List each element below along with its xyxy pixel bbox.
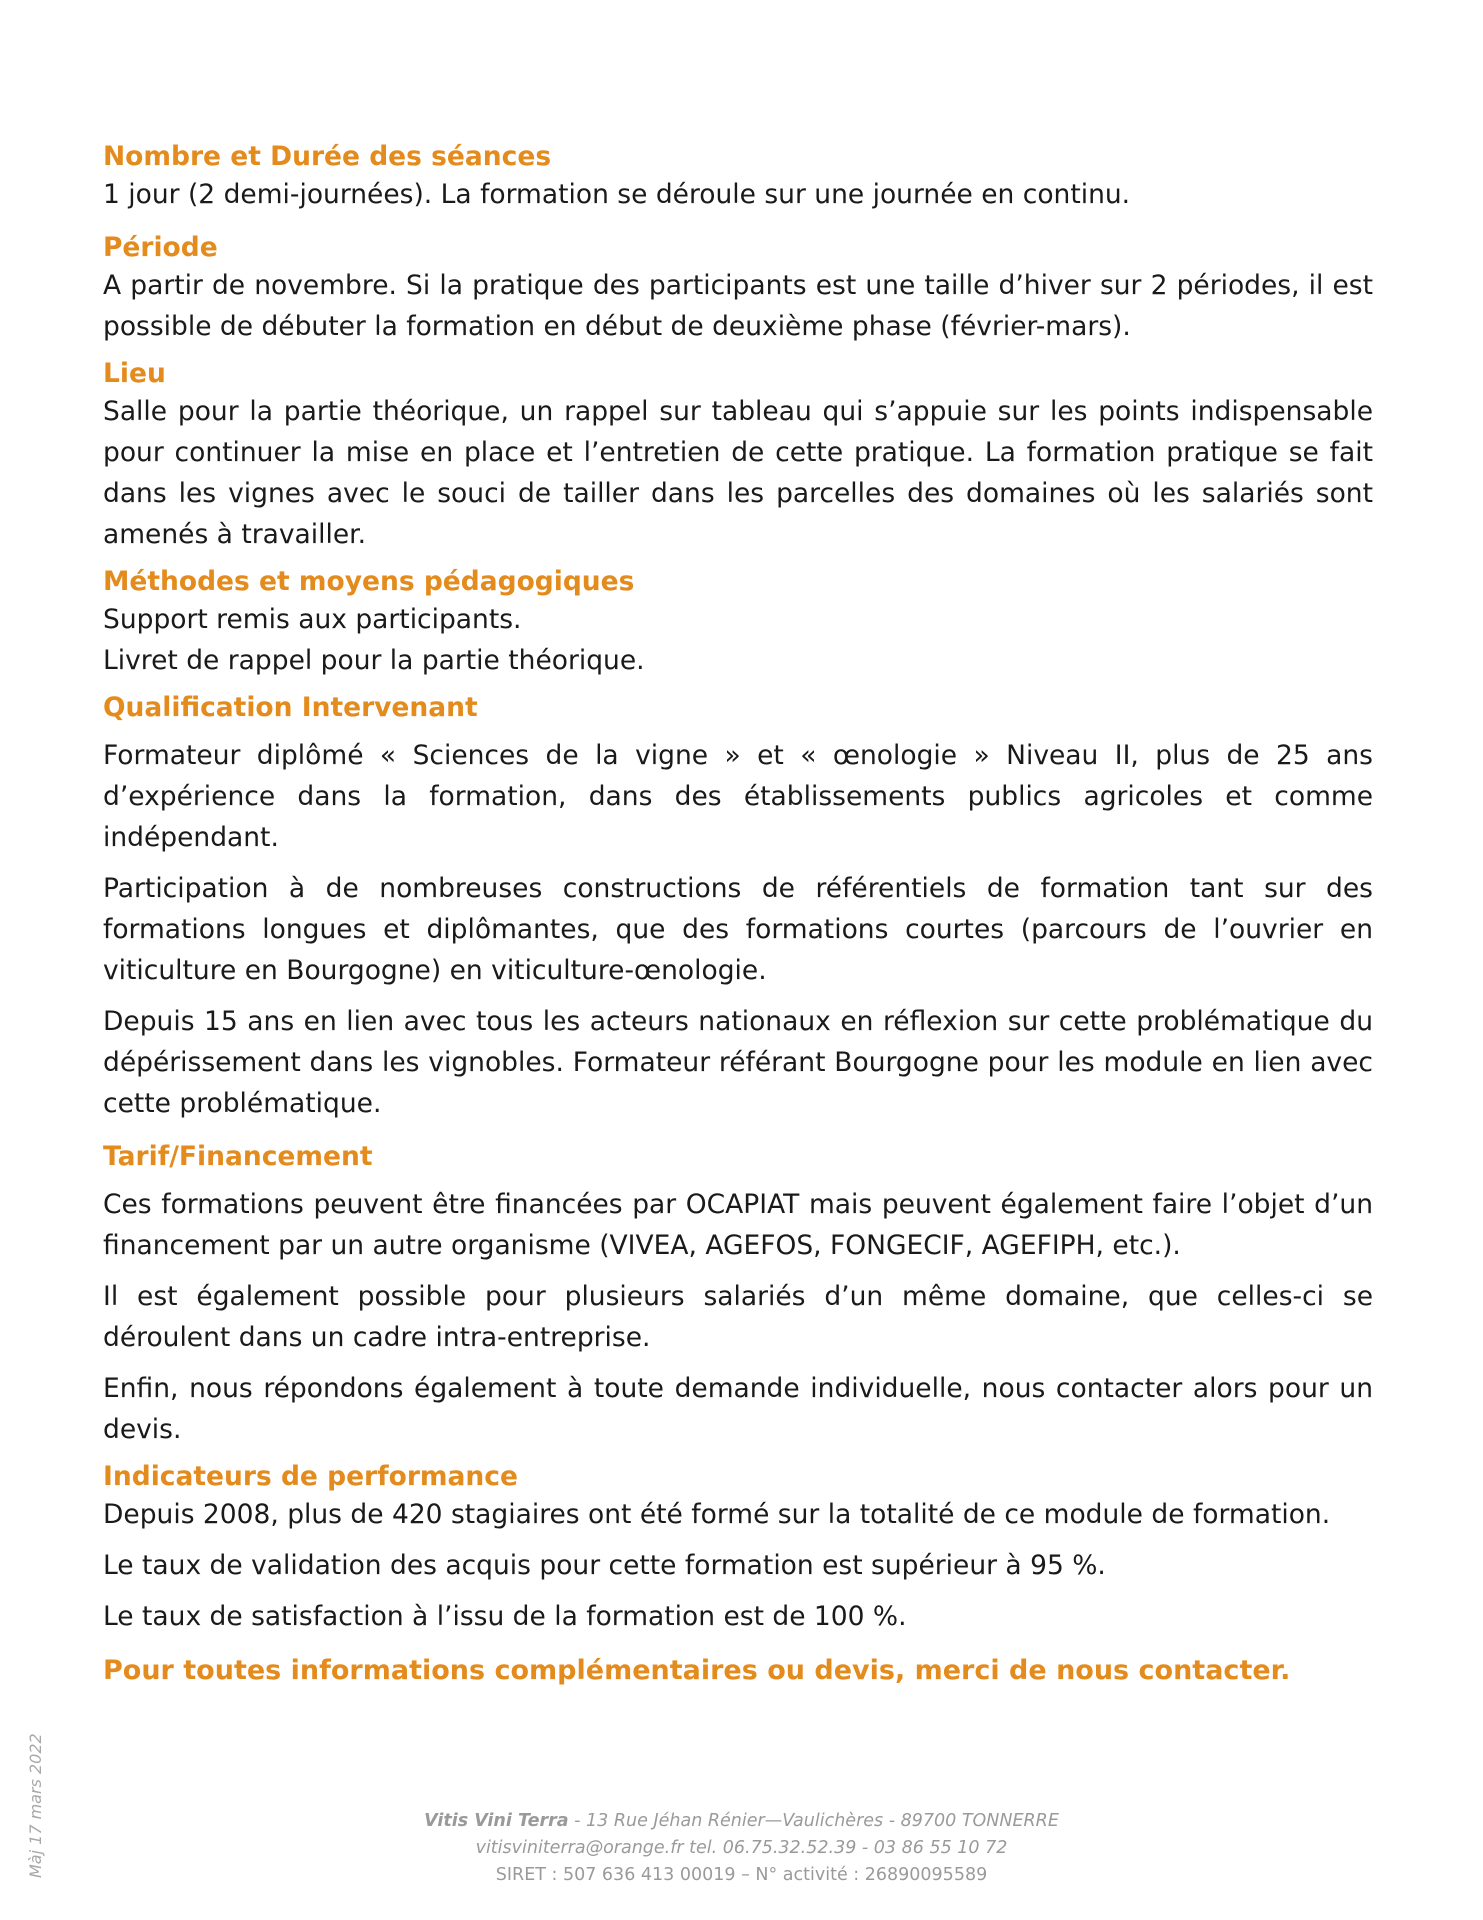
section-text-duree: 1 jour (2 demi-journées). La formation se déroule sur une journée en continu. bbox=[103, 179, 1131, 210]
page-footer bbox=[0, 1808, 1483, 1889]
section-text-tarif-3: Enfin, nous répondons également à toute demande individuelle, nous contacter alors pour un devis. bbox=[103, 1373, 1373, 1445]
section-title-periode: Période bbox=[103, 232, 218, 263]
section-title-qualification: Qualification Intervenant bbox=[103, 692, 478, 723]
footer-siret: SIRET : 507 636 413 00019 – N° activité : 26890095589 bbox=[495, 1865, 988, 1885]
footer-address-line bbox=[0, 1808, 1483, 1835]
section-title-methodes: Méthodes et moyens pédagogiques bbox=[103, 566, 635, 597]
section-text-methodes-1: Support remis aux participants. bbox=[103, 604, 522, 635]
update-date: Màj 17 mars 2022 bbox=[26, 1733, 45, 1878]
closing-call-to-action: Pour toutes informations complémentaires ou devis, merci de nous contacter. bbox=[103, 1655, 1291, 1686]
section-title-indicateurs: Indicateurs de performance bbox=[103, 1461, 518, 1492]
section-text-tarif-2: Il est également possible pour plusieurs salariés d’un même domaine, que celles-ci se déroulent dans un cadre intra-entreprise. bbox=[103, 1281, 1373, 1353]
section-title-duree: Nombre et Durée des séances bbox=[103, 141, 552, 172]
section-text-qualification-2: Participation à de nombreuses constructions de référentiels de formation tant sur des formations longues et diplômantes, que des formations courtes (parcours de l’ouvrier en viticulture en Bourgogne) en viticulture-œnologie. bbox=[103, 873, 1373, 986]
footer-company: Vitis Vini Terra bbox=[424, 1811, 569, 1831]
section-text-indicateurs-1: Depuis 2008, plus de 420 stagiaires ont été formé sur la totalité de ce module de formation. bbox=[103, 1499, 1331, 1530]
document-body bbox=[103, 140, 1373, 1689]
section-text-indicateurs-2: Le taux de validation des acquis pour cette formation est supérieur à 95 %. bbox=[103, 1550, 1106, 1581]
section-text-qualification-3: Depuis 15 ans en lien avec tous les acteurs nationaux en réflexion sur cette problématique du dépérissement dans les vignobles. Formateur référant Bourgogne pour les module en lien avec cette problématique. bbox=[103, 1006, 1373, 1119]
section-text-tarif-1: Ces formations peuvent être financées par OCAPIAT mais peuvent également faire l’objet d’un financement par un autre organisme (VIVEA, AGEFOS, FONGECIF, AGEFIPH, etc.). bbox=[103, 1189, 1373, 1261]
footer-address: - 13 Rue Jéhan Rénier—Vaulichères - 89700 TONNERRE bbox=[568, 1811, 1059, 1831]
section-text-periode: A partir de novembre. Si la pratique des participants est une taille d’hiver sur 2 périodes, il est possible de débuter la formation en début de deuxième phase (février-mars). bbox=[103, 270, 1373, 342]
section-text-lieu: Salle pour la partie théorique, un rappel sur tableau qui s’appuie sur les points indispensable pour continuer la mise en place et l’entretien de cette pratique. La formation pratique se fait dans les vignes avec le souci de tailler dans les parcelles des domaines où les salariés sont amenés à travailler. bbox=[103, 396, 1373, 550]
section-title-tarif: Tarif/Financement bbox=[103, 1141, 373, 1172]
section-text-indicateurs-3: Le taux de satisfaction à l’issu de la formation est de 100 %. bbox=[103, 1601, 907, 1632]
footer-contact: vitisviniterra@orange.fr tel. 06.75.32.52.39 - 03 86 55 10 72 bbox=[475, 1838, 1008, 1858]
section-text-qualification-1: Formateur diplômé « Sciences de la vigne » et « œnologie » Niveau II, plus de 25 ans d’expérience dans la formation, dans des établissements publics agricoles et comme indépendant. bbox=[103, 740, 1373, 853]
section-text-methodes-2: Livret de rappel pour la partie théorique. bbox=[103, 645, 645, 676]
section-title-lieu: Lieu bbox=[103, 358, 166, 389]
